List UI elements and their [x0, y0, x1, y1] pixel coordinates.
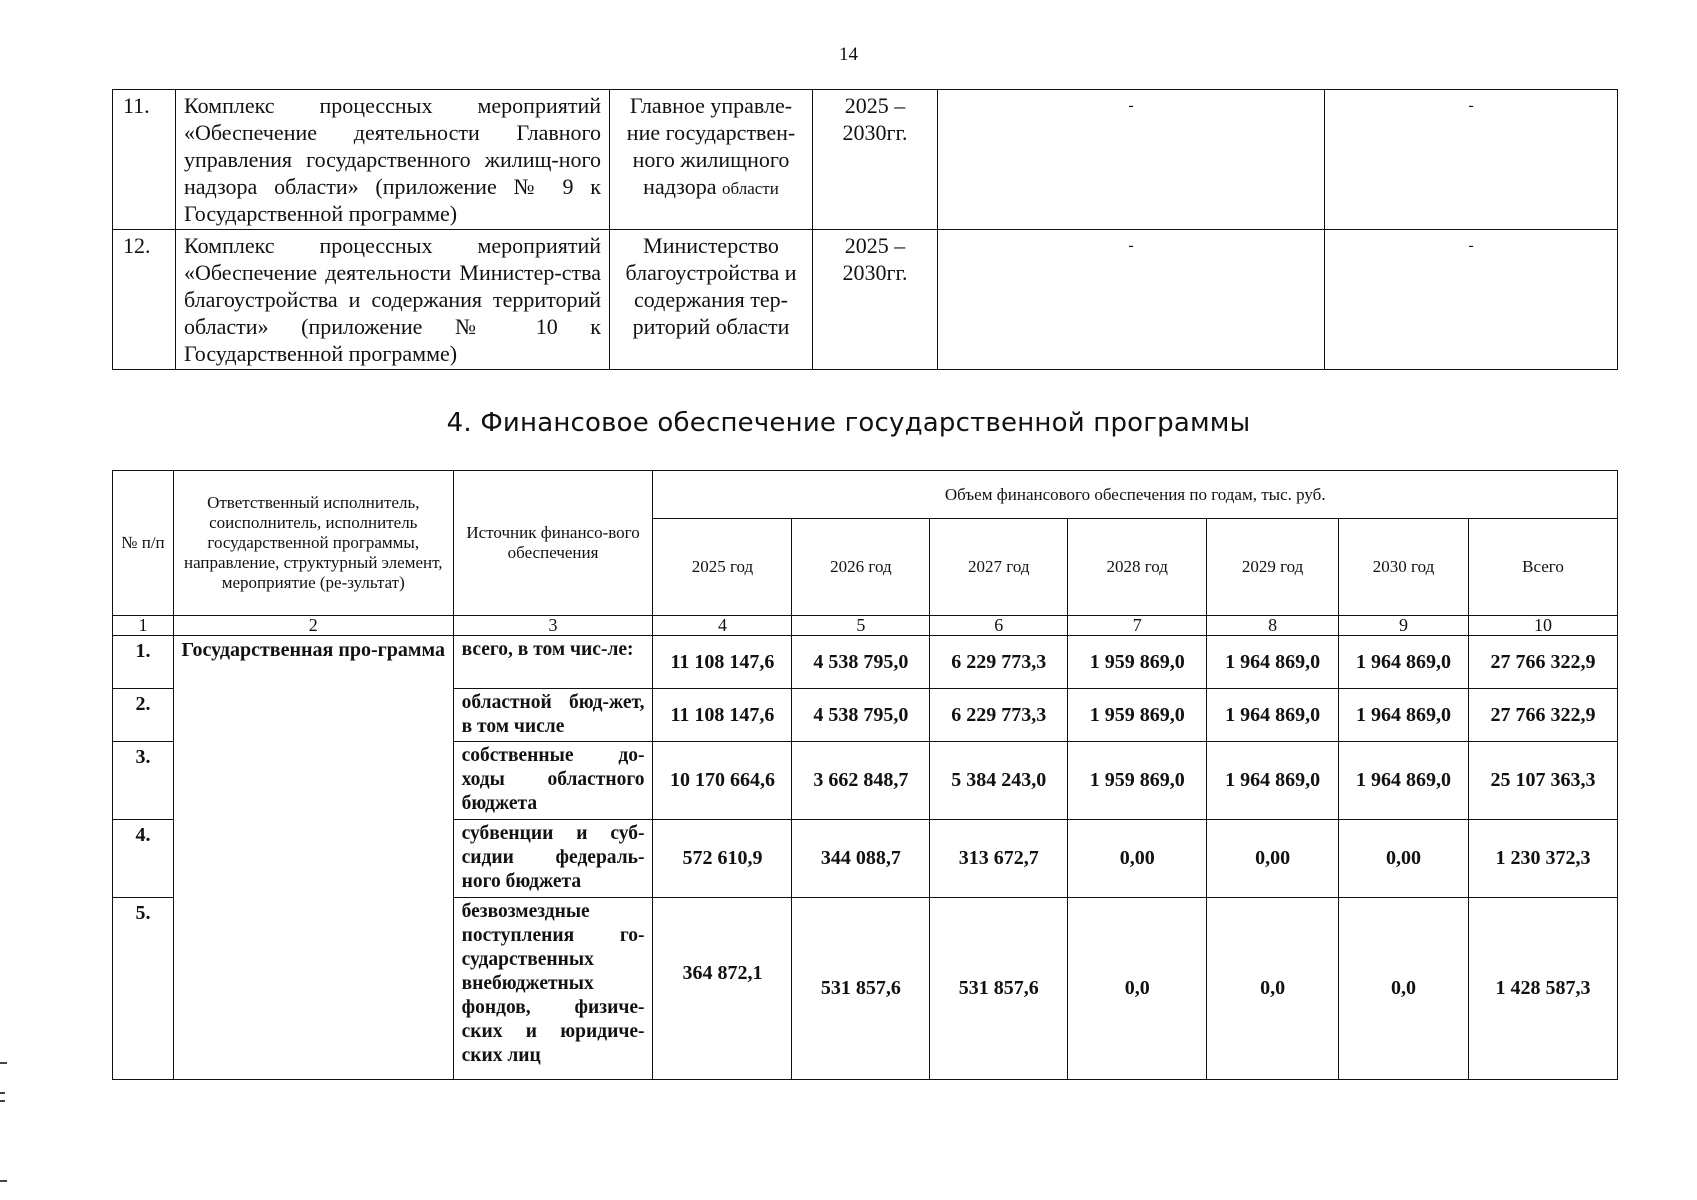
dash-cell: -: [1325, 230, 1618, 370]
responsible-main: Министерство благоустройства и содержания тер-риторий области: [625, 233, 797, 339]
value-cell: 1 964 869,0: [1339, 742, 1469, 820]
value-cell: 10 170 664,6: [653, 742, 792, 820]
value-cell: 572 610,9: [653, 820, 792, 898]
col-index: 8: [1207, 616, 1339, 636]
value-cell: 1 428 587,3: [1469, 898, 1618, 1080]
row-number: 1.: [113, 636, 174, 689]
col-index: 3: [453, 616, 653, 636]
value-cell: 0,00: [1068, 820, 1207, 898]
finance-table: [112, 470, 1618, 1080]
row-number: 2.: [113, 689, 174, 742]
value-cell: 0,0: [1339, 898, 1469, 1080]
header-year: 2027 год: [930, 519, 1068, 616]
funding-source: собственные до-ходы областного бюджета: [453, 742, 653, 820]
page-number: 14: [839, 44, 858, 65]
value-cell: 1 964 869,0: [1207, 689, 1339, 742]
value-cell: 11 108 147,6: [653, 689, 792, 742]
period: 2025 – 2030гг.: [813, 230, 938, 370]
funding-source: субвенции и суб-сидии федераль-ного бюджета: [453, 820, 653, 898]
value-cell: 27 766 322,9: [1469, 636, 1618, 689]
value-cell: 1 964 869,0: [1207, 742, 1339, 820]
margin-mark: [0, 1180, 7, 1182]
header-year: 2029 год: [1207, 519, 1339, 616]
value-cell: 3 662 848,7: [792, 742, 930, 820]
col-index: 9: [1339, 616, 1469, 636]
value-cell: 313 672,7: [930, 820, 1068, 898]
value-cell: 27 766 322,9: [1469, 689, 1618, 742]
value-cell: 25 107 363,3: [1469, 742, 1618, 820]
value-cell: 4 538 795,0: [792, 689, 930, 742]
dash-cell: -: [1325, 90, 1618, 230]
responsible-main: Главное управле-ние государствен-ного жилищного надзора: [626, 93, 796, 199]
row-number: 12.: [113, 230, 176, 370]
value-cell: 6 229 773,3: [930, 636, 1068, 689]
value-cell: 0,0: [1207, 898, 1339, 1080]
col-index: 10: [1469, 616, 1618, 636]
activity-name: Комплекс процессных мероприятий «Обеспечение деятельности Министер-ства благоустройства и содержания территорий области» (приложение № 10 к Государственной программе): [176, 230, 610, 370]
margin-mark: [0, 1062, 7, 1064]
activity-name: Комплекс процессных мероприятий «Обеспечение деятельности Главного управления государственного жилищ-ного надзора области» (приложение № 9 к Государственной программе): [176, 90, 610, 230]
margin-mark: [0, 1092, 5, 1094]
col-index: 5: [792, 616, 930, 636]
responsible-executor: [610, 90, 813, 230]
activities-table: [112, 89, 1618, 370]
value-cell: 11 108 147,6: [653, 636, 792, 689]
row-number: 5.: [113, 898, 174, 1080]
index-row: [113, 616, 1618, 636]
row-number: 4.: [113, 820, 174, 898]
funding-source: областной бюд-жет, в том числе: [453, 689, 653, 742]
header-num: № п/п: [113, 471, 174, 616]
value-cell: 1 964 869,0: [1339, 636, 1469, 689]
funding-source: всего, в том чис-ле:: [453, 636, 653, 689]
header-row: [113, 471, 1618, 519]
value-cell: 1 959 869,0: [1068, 689, 1207, 742]
value-cell: 1 964 869,0: [1207, 636, 1339, 689]
dash-cell: -: [938, 230, 1325, 370]
dash-cell: -: [938, 90, 1325, 230]
col-index: 6: [930, 616, 1068, 636]
header-year: 2028 год: [1068, 519, 1207, 616]
row-number: 3.: [113, 742, 174, 820]
header-executor: Ответственный исполнитель, соисполнитель, исполнитель государственной программы, направление, структурный элемент, мероприятие (ре-зультат): [173, 471, 453, 616]
header-volume: Объем финансового обеспечения по годам, тыс. руб.: [653, 471, 1618, 519]
value-cell: 0,0: [1068, 898, 1207, 1080]
col-index: 4: [653, 616, 792, 636]
header-source: Источник финансо-вого обеспечения: [453, 471, 653, 616]
header-year: 2030 год: [1339, 519, 1469, 616]
value-cell: 5 384 243,0: [930, 742, 1068, 820]
value-cell: 531 857,6: [930, 898, 1068, 1080]
program-label: Государственная про-грамма: [173, 636, 453, 1080]
value-cell: 344 088,7: [792, 820, 930, 898]
col-index: 2: [173, 616, 453, 636]
table-row: [113, 90, 1618, 230]
col-index: 1: [113, 616, 174, 636]
section-title: 4. Финансовое обеспечение государственной программы: [446, 408, 1251, 438]
value-cell: 0,00: [1339, 820, 1469, 898]
value-cell: 4 538 795,0: [792, 636, 930, 689]
value-cell: 6 229 773,3: [930, 689, 1068, 742]
value-cell: 0,00: [1207, 820, 1339, 898]
value-cell: 1 230 372,3: [1469, 820, 1618, 898]
value-cell: 531 857,6: [792, 898, 930, 1080]
header-year: 2025 год: [653, 519, 792, 616]
row-number: 11.: [113, 90, 176, 230]
responsible-small: области: [722, 179, 779, 198]
col-index: 7: [1068, 616, 1207, 636]
table-row: [113, 636, 1618, 689]
value-cell: 1 959 869,0: [1068, 742, 1207, 820]
margin-mark: [0, 1100, 5, 1102]
funding-source: безвозмездные поступления го-сударственных внебюджетных фондов, физиче-ских и юридиче-ских лиц: [453, 898, 653, 1080]
table-row: [113, 230, 1618, 370]
responsible-executor: [610, 230, 813, 370]
value-cell: 1 959 869,0: [1068, 636, 1207, 689]
value-cell: 364 872,1: [653, 898, 792, 1080]
header-total: Всего: [1469, 519, 1618, 616]
period: 2025 – 2030гг.: [813, 90, 938, 230]
header-year: 2026 год: [792, 519, 930, 616]
value-cell: 1 964 869,0: [1339, 689, 1469, 742]
